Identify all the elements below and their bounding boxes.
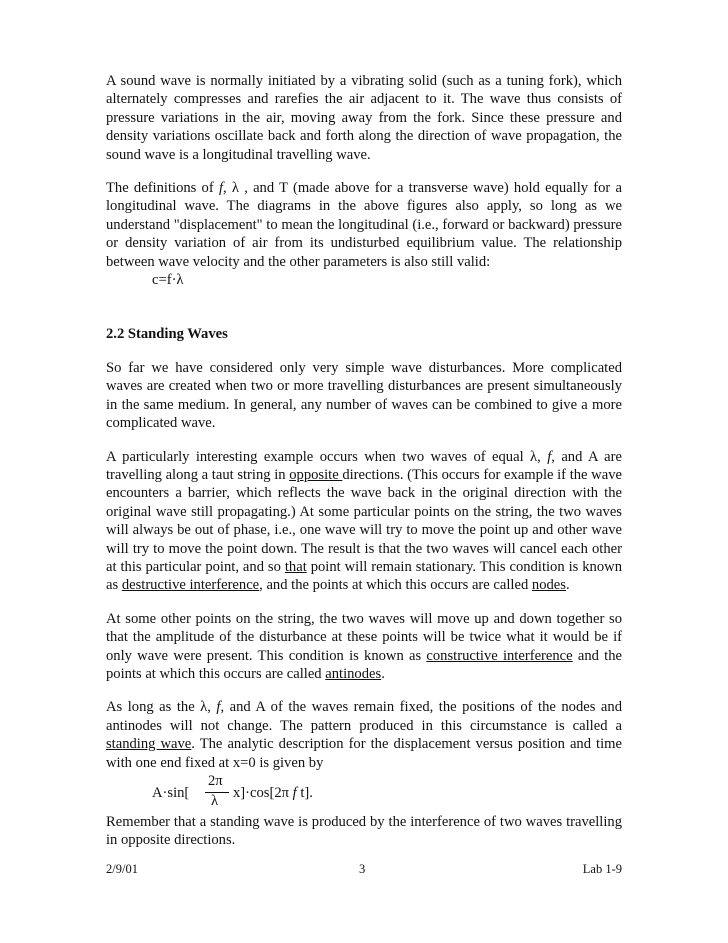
paragraph-standing-wave: As long as the λ, f, and A of the waves remain fixed, the positions of the nodes and antinodes will not change. The pattern produced in this circumstance is called a standing wave. The analytic description for the displacement versus position and time with one end fixed at x=0 is given by <box>106 699 622 771</box>
paragraph-definitions: The definitions of f, λ , and T (made above for a transverse wave) hold equally for a longitudinal wave. The diagrams in the above figures also apply, so long as we understand "displacement" to mean the longitudinal (i.e., forward or backward) pressure or density variation of air from its undisturbed equilibrium value. The relationship between wave velocity and the other parameters is also still valid: <box>106 180 622 270</box>
formula-right: x]·cos[2π f t]. <box>233 785 313 801</box>
footer-date: 2/9/01 <box>106 862 138 876</box>
formula-numerator: 2π <box>208 773 223 789</box>
paragraph-antinodes: At some other points on the string, the two waves will move up and down together so that the amplitude of the disturbance at these points will be twice what it would be if only wave were present. This condition is known as constructive interference and the points at which this occurs are called antinodes. <box>106 610 623 682</box>
paragraph-complicated-waves: So far we have considered only very simple wave disturbances. More complicated waves are created when two or more travelling disturbances are present simultaneously in the same medium. In general, any number of waves can be combined to give a more complicated wave. <box>106 359 622 432</box>
term-constructive-interference: constructive interference <box>426 647 573 664</box>
paragraph-interesting-example: A particularly interesting example occurs when two waves of equal λ, f, and A are travelling along a taut string in opposite directions. (This occurs for example if the wave encounters a barrier, which reflects the wave back in the original direction with the original wave still propagating.) At some particular points on the string, the two waves will always be out of phase, i.e., one wave will try to move the point up and other wave will try to move the point down. The result is that the two waves will cancel each other at this particular point, and so that point will remain stationary. This condition is known as destructive interference, and the points at which this occurs are called nodes. <box>106 448 622 594</box>
footer-lab-label: Lab 1-9 <box>582 862 622 876</box>
term-antinodes: antinodes <box>325 665 382 682</box>
section-heading: 2.2 Standing Waves <box>106 326 228 343</box>
document-body <box>106 72 622 850</box>
page-footer <box>106 862 622 880</box>
paragraph-remember: Remember that a standing wave is produced by the interference of two waves travelling in opposite directions. <box>106 814 622 849</box>
formula-left: A·sin[ <box>152 785 190 801</box>
footer-page-number: 3 <box>359 862 366 876</box>
formula-denominator: λ <box>211 793 219 809</box>
standing-wave-formula <box>106 773 622 813</box>
term-destructive-interference: destructive interference <box>121 577 260 594</box>
equation-wave-velocity: c=f·λ <box>152 272 184 289</box>
underlined-that: that <box>284 558 307 575</box>
term-nodes: nodes <box>531 577 566 594</box>
paragraph-sound-wave: A sound wave is normally initiated by a vibrating solid (such as a tuning fork), which alternately compresses and rarefies the air adjacent to it. The wave thus consists of pressure variations in the air, moving away from the fork. Since these pressure and density variations oscillate back and forth along the direction of wave propagation, the sound wave is a longitudinal travelling wave. <box>106 73 622 163</box>
underlined-opposite: opposite <box>289 466 343 483</box>
term-standing-wave: standing wave <box>106 736 192 753</box>
